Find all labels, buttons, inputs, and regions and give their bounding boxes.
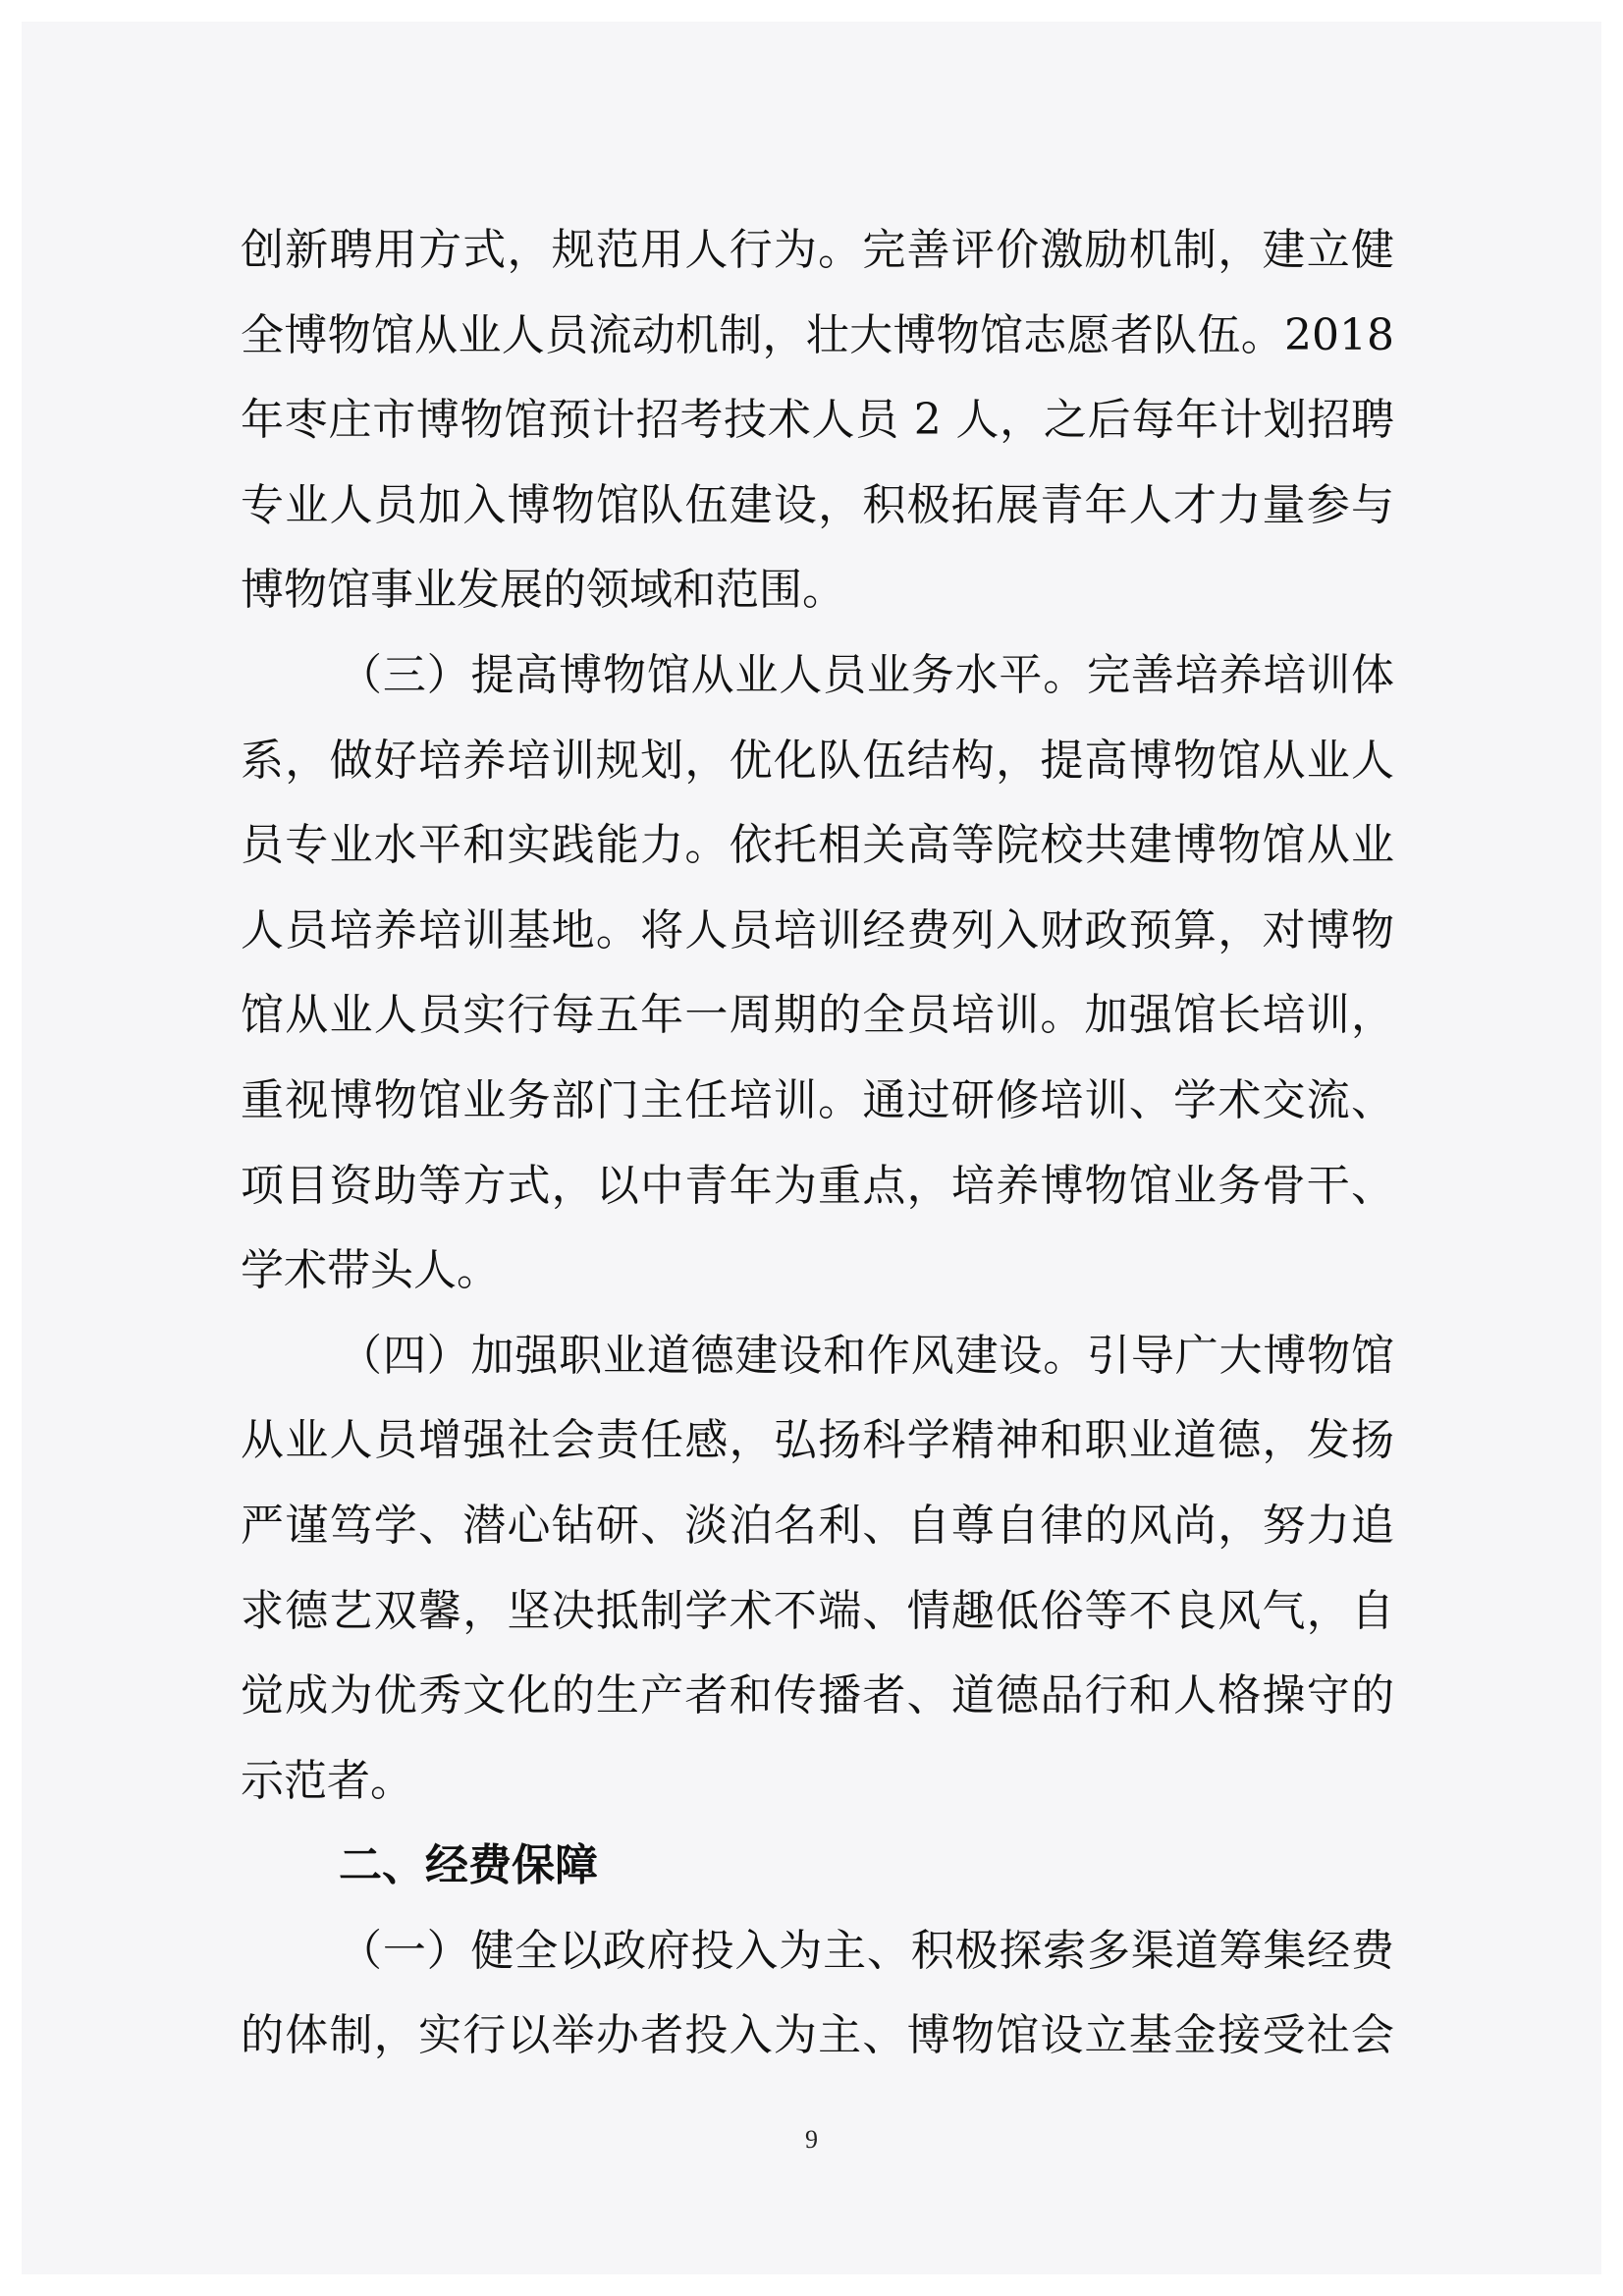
body-line: 严谨笃学、潜心钻研、淡泊名利、自尊自律的风尚，努力追 (241, 1500, 1394, 1551)
body-line: 重视博物馆业务部门主任培训。通过研修培训、学术交流、 (241, 1074, 1394, 1125)
document-body (241, 208, 1394, 2079)
body-line: 觉成为优秀文化的生产者和传播者、道德品行和人格操守的 (241, 1670, 1394, 1722)
body-line: 求德艺双馨，坚决抵制学术不端、情趣低俗等不良风气，自 (241, 1585, 1394, 1636)
section-lead-line: （一）健全以政府投入为主、积极探索多渠道筹集经费 (339, 1925, 1394, 1976)
page-number: 9 (805, 2125, 818, 2154)
body-line: 学术带头人。 (241, 1245, 500, 1296)
section-heading: 二、经费保障 (339, 1840, 598, 1891)
body-line: 的体制，实行以举办者投入为主、博物馆设立基金接受社会 (241, 2010, 1394, 2061)
body-line: 全博物馆从业人员流动机制，壮大博物馆志愿者队伍。2018 (241, 309, 1394, 360)
body-line: 员专业水平和实践能力。依托相关高等院校共建博物馆从业 (241, 820, 1394, 871)
body-line: 项目资助等方式，以中青年为重点，培养博物馆业务骨干、 (241, 1160, 1394, 1211)
body-line: 从业人员增强社会责任感，弘扬科学精神和职业道德，发扬 (241, 1415, 1394, 1466)
body-line: 专业人员加入博物馆队伍建设，积极拓展青年人才力量参与 (241, 479, 1394, 530)
section-lead-line: （四）加强职业道德建设和作风建设。引导广大博物馆 (339, 1330, 1394, 1381)
body-line: 创新聘用方式，规范用人行为。完善评价激励机制，建立健 (241, 225, 1394, 275)
body-line: 博物馆事业发展的领域和范围。 (241, 565, 845, 616)
body-line: 示范者。 (241, 1755, 413, 1806)
body-line: 人员培养培训基地。将人员培训经费列入财政预算，对博物 (241, 904, 1394, 956)
body-line: 系，做好培养培训规划，优化队伍结构，提高博物馆从业人 (241, 735, 1394, 786)
body-line: 馆从业人员实行每五年一周期的全员培训。加强馆长培训， (241, 990, 1394, 1041)
section-lead-line: （三）提高博物馆从业人员业务水平。完善培养培训体 (339, 649, 1394, 700)
body-line: 年枣庄市博物馆预计招考技术人员 2 人，之后每年计划招聘 (241, 395, 1394, 446)
